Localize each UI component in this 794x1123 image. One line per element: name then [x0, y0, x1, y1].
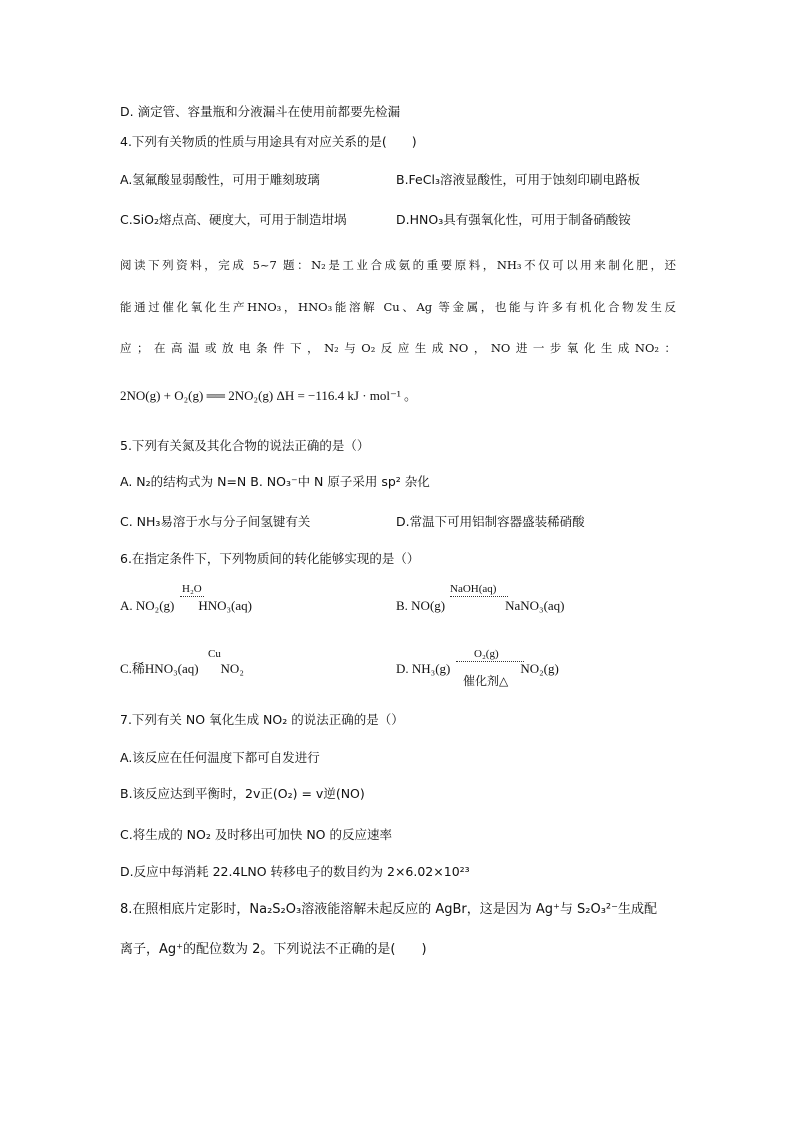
q6c-reactant: C.稀HNO₃(aq): [120, 661, 199, 676]
q6b-reactant: B. NO(g): [396, 598, 446, 613]
q6-option-a: [120, 598, 252, 614]
q6d-arrow: [456, 661, 524, 662]
q7-stem: 7.下列有关 NO 氧化生成 NO₂ 的说法正确的是（）: [120, 712, 404, 727]
reading-line-1: 阅读下列资料，完成 5~7 题：N₂是工业合成氨的重要原料，NH₃不仅可以用来制化肥，还: [120, 258, 676, 272]
q4-option-c: C.SiO₂熔点高、硬度大，可用于制造坩埚: [120, 212, 347, 227]
q4-option-a: A.氢氟酸显弱酸性，可用于雕刻玻璃: [120, 172, 320, 187]
q6b-arrow: [450, 596, 508, 597]
q6d-condition-top: O₂(g): [474, 648, 499, 660]
q6c-product: NO₂: [220, 661, 244, 676]
q3-option-d: D. 滴定管、容量瓶和分液漏斗在使用前都要先检漏: [120, 104, 401, 119]
q6b-product: NaNO₃(aq): [505, 598, 565, 613]
q4-option-b: B.FeCl₃溶液显酸性，可用于蚀刻印刷电路板: [396, 172, 640, 187]
q5-option-d: D.常温下可用铝制容器盛装稀硝酸: [396, 514, 585, 529]
q5-stem: 5.下列有关氮及其化合物的说法正确的是（）: [120, 438, 370, 453]
q8-stem-line-1: 8.在照相底片定影时，Na₂S₂O₃溶液能溶解未起反应的 AgBr，这是因为 Ag⁺与 S₂O₃²⁻生成配: [120, 902, 658, 917]
reading-line-3: 应；在高温或放电条件下，N₂与O₂反应生成NO，NO进一步氧化生成NO₂：: [120, 341, 676, 355]
thermo-equation: 2NO(g) + O₂(g) ══ 2NO₂(g) ΔH = −116.4 kJ · mol⁻¹ 。: [120, 388, 418, 403]
q6-option-c: [120, 661, 244, 677]
q6a-reactant: A. NO₂(g): [120, 598, 175, 613]
q7-option-d: D.反应中每消耗 22.4LNO 转移电子的数目约为 2×6.02×10²³: [120, 864, 470, 879]
q6a-condition: H₂O: [182, 583, 202, 595]
q4-stem: 4.下列有关物质的性质与用途具有对应关系的是( ): [120, 134, 417, 149]
q4-option-d: D.HNO₃具有强氧化性，可用于制备硝酸铵: [396, 212, 631, 227]
q7-option-b: B.该反应达到平衡时，2v正(O₂) = v逆(NO): [120, 786, 365, 801]
q6c-condition: Cu: [208, 648, 221, 660]
q6d-condition-bottom: 催化剂△: [463, 674, 509, 688]
q5-option-ab: A. N₂的结构式为 N=N B. NO₃⁻中 N 原子采用 sp² 杂化: [120, 474, 430, 489]
q6a-arrow: [180, 596, 204, 597]
q6a-product: HNO₃(aq): [198, 598, 252, 613]
reading-line-2: 能通过催化氧化生产HNO₃，HNO₃能溶解 Cu、Ag 等金属，也能与许多有机化合物发生反: [120, 300, 676, 314]
q6d-product: NO₂(g): [520, 661, 559, 676]
q6-stem: 6.在指定条件下，下列物质间的转化能够实现的是（）: [120, 551, 420, 566]
q8-stem-line-2: 离子，Ag⁺的配位数为 2。下列说法不正确的是( ): [120, 942, 427, 957]
q6-option-b: [396, 598, 565, 614]
q6b-condition: NaOH(aq): [450, 583, 497, 595]
q6d-reactant: D. NH₃(g): [396, 661, 451, 676]
q5-option-c: C. NH₃易溶于水与分子间氢键有关: [120, 514, 311, 529]
q7-option-c: C.将生成的 NO₂ 及时移出可加快 NO 的反应速率: [120, 827, 392, 842]
q7-option-a: A.该反应在任何温度下都可自发进行: [120, 750, 320, 765]
